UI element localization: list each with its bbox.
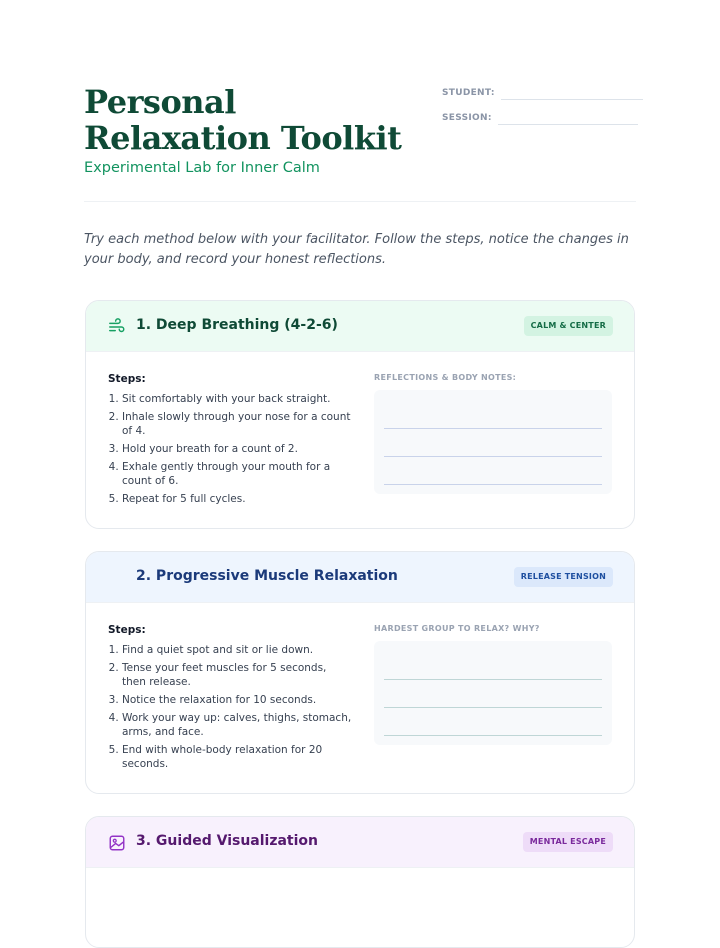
- notes-label: REFLECTIONS & BODY NOTES:: [374, 373, 517, 382]
- student-label: STUDENT:: [442, 88, 495, 98]
- intro-text: Try each method below with your facilitator. Follow the steps, notice the changes in your body, and record your honest reflections.: [84, 232, 629, 267]
- notes-label: HARDEST GROUP TO RELAX? WHY?: [374, 624, 540, 633]
- writing-line: [384, 456, 602, 457]
- notes-section: [374, 373, 612, 494]
- image-icon: [108, 834, 126, 852]
- method-card-deep-breathing: [85, 300, 635, 529]
- card-title: 3. Guided Visualization: [136, 833, 319, 849]
- student-input-line[interactable]: [501, 99, 643, 100]
- card-header: [86, 301, 634, 352]
- notes-writing-area[interactable]: [374, 390, 612, 494]
- step-item: 4. Exhale gently through your mouth for a count of 6.: [122, 460, 353, 488]
- writing-line: [384, 484, 602, 485]
- session-input-line[interactable]: [498, 124, 638, 125]
- card-header: [86, 552, 634, 603]
- card-title: 2. Progressive Muscle Relaxation: [136, 568, 398, 584]
- method-card-muscle-relaxation: [85, 551, 635, 794]
- steps-list: [108, 643, 353, 771]
- steps-list: [108, 392, 353, 506]
- steps-section: [108, 624, 353, 775]
- wind-icon: [108, 318, 126, 336]
- writing-line: [384, 679, 602, 680]
- steps-label: Steps:: [108, 624, 146, 636]
- method-card-visualization: [85, 816, 635, 948]
- student-field: [442, 88, 643, 98]
- steps-section: [108, 373, 353, 510]
- step-item: 3. Notice the relaxation for 10 seconds.: [122, 693, 353, 707]
- session-label: SESSION:: [442, 113, 492, 123]
- step-item: 3. Hold your breath for a count of 2.: [122, 442, 353, 456]
- writing-line: [384, 428, 602, 429]
- step-item: 2. Tense your feet muscles for 5 seconds, then release.: [122, 661, 353, 689]
- step-item: 4. Work your way up: calves, thighs, stomach, arms, and face.: [122, 711, 353, 739]
- card-header: [86, 817, 634, 868]
- card-title: 1. Deep Breathing (4-2-6): [136, 317, 338, 333]
- step-item: 2. Inhale slowly through your nose for a count of 4.: [122, 410, 353, 438]
- card-badge: CALM & CENTER: [524, 316, 613, 336]
- card-badge: RELEASE TENSION: [514, 567, 613, 587]
- page-title: Personal Relaxation Toolkit: [84, 83, 402, 157]
- notes-writing-area[interactable]: [374, 641, 612, 745]
- writing-line: [384, 707, 602, 708]
- writing-line: [384, 735, 602, 736]
- step-item: 5. End with whole-body relaxation for 20 seconds.: [122, 743, 353, 771]
- step-item: 5. Repeat for 5 full cycles.: [122, 492, 353, 506]
- step-item: 1. Find a quiet spot and sit or lie down.: [122, 643, 353, 657]
- header-divider: [84, 201, 636, 202]
- page-subtitle: Experimental Lab for Inner Calm: [84, 160, 320, 176]
- card-badge: MENTAL ESCAPE: [523, 832, 613, 852]
- session-field: [442, 113, 638, 123]
- step-item: 1. Sit comfortably with your back straight.: [122, 392, 353, 406]
- steps-label: Steps:: [108, 373, 146, 385]
- notes-section: [374, 624, 612, 745]
